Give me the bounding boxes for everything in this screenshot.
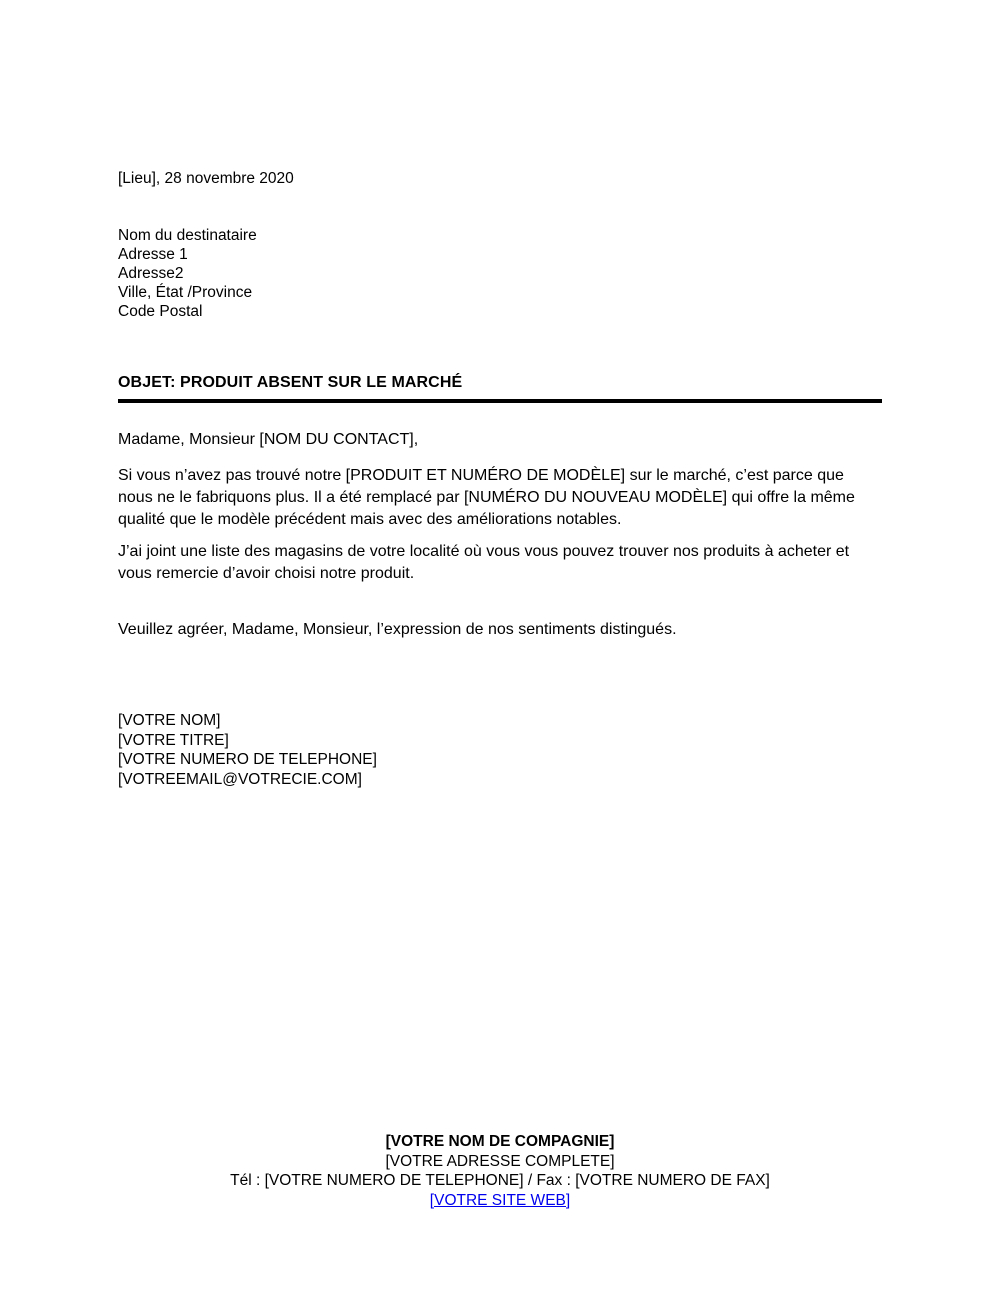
recipient-postal-code: Code Postal	[118, 303, 203, 320]
website-link[interactable]: [VOTRE SITE WEB]	[429, 1191, 571, 1209]
body-paragraph-2: J’ai joint une liste des magasins de votre localité où vous vous pouvez trouver nos produits à acheter et vous remercie d’avoir choisi notre produit.	[118, 543, 850, 582]
subject-rule	[118, 399, 882, 403]
recipient-city-state: Ville, État /Province	[118, 284, 253, 301]
recipient-address-1: Adresse 1	[118, 246, 188, 263]
recipient-name: Nom du destinataire	[118, 227, 257, 244]
footer-company-name: [VOTRE NOM DE COMPAGNIE]	[385, 1133, 615, 1150]
company-footer	[118, 1132, 882, 1210]
date-line: [Lieu], 28 novembre 2020	[118, 170, 294, 187]
body-paragraph-1: Si vous n’avez pas trouvé notre [PRODUIT ET NUMÉRO DE MODÈLE] sur le marché, c’est parce que nous ne le fabriquons plus. Il a été remplacé par [NUMÉRO DU NOUVEAU MODÈLE] qui offre la même qualité que le modèle précédent mais avec des améliorations notables.	[118, 467, 855, 528]
closing-line: Veuillez agréer, Madame, Monsieur, l’expression de nos sentiments distingués.	[118, 621, 677, 638]
signature-email: [VOTREEMAIL@VOTRECIE.COM]	[118, 770, 362, 788]
footer-tel-fax: Tél : [VOTRE NUMERO DE TELEPHONE] / Fax : [VOTRE NUMERO DE FAX]	[230, 1172, 770, 1189]
signature-title: [VOTRE TITRE]	[118, 731, 229, 749]
signature-name: [VOTRE NOM]	[118, 712, 221, 729]
signature-phone: [VOTRE NUMERO DE TELEPHONE]	[118, 751, 377, 768]
signature-block	[118, 711, 882, 789]
subject-heading: OBJET: PRODUIT ABSENT SUR LE MARCHÉ	[118, 374, 463, 391]
footer-website-row	[118, 1191, 882, 1211]
recipient-block	[118, 226, 882, 321]
recipient-address-2: Adresse2	[118, 265, 184, 282]
footer-company-address: [VOTRE ADRESSE COMPLETE]	[385, 1152, 615, 1170]
salutation: Madame, Monsieur [NOM DU CONTACT],	[118, 431, 419, 448]
